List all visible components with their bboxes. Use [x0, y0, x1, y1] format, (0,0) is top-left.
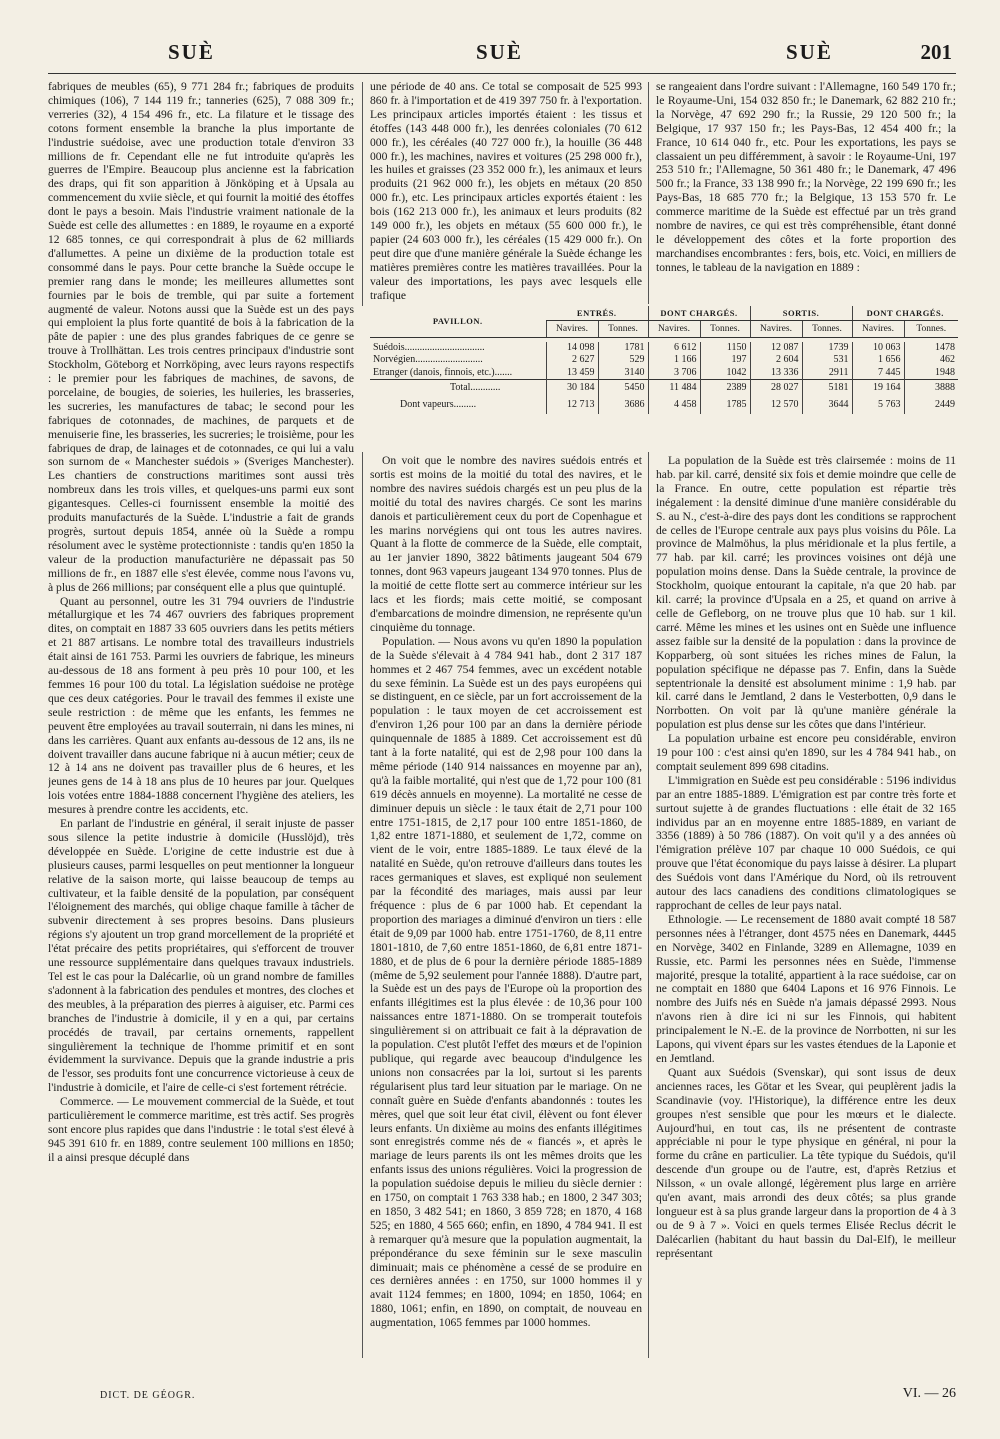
column-rule-1-bottom [362, 452, 363, 1358]
table-cell: 2 604 [750, 354, 802, 367]
table-cell: 13 459 [546, 367, 598, 380]
footer-volume-sheet: VI. — 26 [902, 1386, 956, 1401]
table-group-header: SORTIS. [750, 306, 852, 321]
table-cell: 1478 [904, 342, 958, 355]
footer-signature: DICT. DE GÉOGR. [100, 1390, 196, 1401]
column-1 [48, 80, 354, 1380]
table-group-header: ENTRÉS. [546, 306, 648, 321]
paragraph: La population de la Suède est très clairsemée : moins de 11 hab. par kil. carré, densité six fois et demie moindre que celle de la France. En outre, cette population est répartie très inégalement : la densité diminue d'une manière considérable du S. au N., c'est-à-dire des pays dont les conditions se rapprochent de celles de l'Europe centrale aux pays plus voisins du Pôle. La province de Malmöhus, la plus méridionale et la plus fertile, a 77 hab. par kil. carré; les provinces voisines ont déjà une population moins dense. Dans la Suède centrale, la province de Stockholm, quoique entourant la capitale, n'a que 20 hab. par kil. carré; la province d'Upsala en a 25, et quand on arrive à celle de Gefleborg, on ne trouve plus que 10 hab. sur 1 kil. carré. Même les mines et les usines ont en Suède une influence assez faible sur la densité de la population : dans la province de Kopparberg, où sont situées les riches mines de Falun, la population spécifique ne dépasse pas 7. Enfin, dans la Suède septentrionale la densité est absolument minime : 1,9 hab. par kil. carré dans le Jemtland, 2 dans le Vesterbotten, 0,9 dans le Norrbotten. On voit par là qu'une manière générale la population est plus dense sur les côtes que dans l'intérieur. [656, 454, 956, 732]
paragraph: Quant aux Suédois (Svenskar), qui sont issus de deux anciennes races, les Götar et les Svear, qui peuplèrent jadis la Scandinavie (voy. l'Historique), la différence entre les deux groupes n'est sensible que pour les mœurs et le dialecte. Aujourd'hui, en tout cas, ils ne présentent de contraste appréciable ni pour le type physique en général, ni pour la forme du crâne en particulier. La tête typique du Suédois, qu'il descende d'un groupe ou de l'autre, est, d'après Retzius et Nilsson, « un ovale allongé, légèrement plus large en arrière qu'en avant, mais arrondi des deux côtés; sa plus grande longueur est à sa plus grande largeur dans la proportion de 4 à 3 ou de 9 à 7 ». Voici en quels termes Elisée Reclus décrit le Dalécarlien (habitant du haut bassin du Dal-Elf), le meilleur représentant [656, 1065, 956, 1260]
table-cell: 5 763 [852, 397, 904, 414]
page-header [0, 40, 1000, 70]
table-cell: 10 063 [852, 342, 904, 355]
table-cell: 529 [598, 354, 648, 367]
table-cell: 2911 [802, 367, 852, 380]
table-cell: 13 336 [750, 367, 802, 380]
paragraph: La population urbaine est encore peu considérable, environ 19 pour 100 : c'est ainsi qu'en 1890, sur les 4 784 941 hab., on comptait seulement 899 698 citadins. [656, 732, 956, 773]
paragraph: Commerce. — Le mouvement commercial de la Suède, et tout particulièrement le commerce maritime, est très actif. Ses progrès sont encore plus rapides que dans l'industrie : le total s'est élevé à 945 391 610 fr. en 1889, contre seulement 100 millions en 1850; il a ainsi presque décuplé dans [48, 1095, 354, 1164]
table-cell: 1739 [802, 342, 852, 355]
table-cell: 5181 [802, 380, 852, 397]
column-rule-2-top [648, 82, 649, 304]
table-row-vapeurs [370, 397, 958, 414]
paragraph: Quant au personnel, outre les 31 794 ouvriers de l'industrie métallurgique et les 74 467 ouvriers des fabriques proprement dites, on comptait en 1887 33 605 ouvriers dans les petits métiers et 21 887 artisans. Le nombre total des travailleurs industriels était ainsi de 161 753. Parmi les ouvriers de fabrique, les mineurs au-dessous de 18 ans forment à peu près 10 pour 100, et les femmes 16 pour 100 du total. La législation suédoise ne protège que ces deux catégories. Pour le travail des femmes il existe une seule restriction : de même que les enfants, les femmes ne peuvent être employées au travail souterrain, ni dans les mines, ni dans les carrières. Quant aux enfants au-dessous de 12 ans, ils ne doivent travailler dans aucune fabrique ni à aucun métier; ceux de 12 à 14 ans ne doivent pas travailler plus de 6 heures, et les jeunes gens de 14 à 18 ans plus de 10 heures par jour. Quelques lois votées entre 1884-1888 concernent l'hygiène des ateliers, les mesures à prendre contre les accidents, etc. [48, 594, 354, 817]
table-cell: 2449 [904, 397, 958, 414]
paragraph: une période de 40 ans. Ce total se composait de 525 993 860 fr. à l'importation et de 419 397 750 fr. à l'exportation. Les principaux articles importés étaient : les tissus et étoffes (143 448 000 fr.), les denrées coloniales (70 612 000 fr.), les céréales (40 727 000 fr.), la houille (36 448 000 fr.), les machines, navires et voitures (25 298 000 fr.), les huiles et graisses (23 352 000 fr.), les animaux et leurs produits (21 962 000 fr.), les objets en métaux (20 850 000 fr.), etc. Les principaux articles exportés étaient : les bois (162 213 000 fr.), les animaux et leurs produits (82 149 000 fr.), les objets en métaux (55 600 000 fr.), le papier (24 603 000 fr.), les céréales (15 429 000 fr.). On peut dire que d'une manière générale la Suède échange les matières premières contre les matières travaillées. Pour la valeur des importations, les pays avec lesquels elle trafique [370, 80, 642, 302]
column-2-bottom [370, 454, 642, 1374]
table-cell: 1781 [598, 342, 648, 355]
table-cell: 7 445 [852, 367, 904, 380]
table-group-header: DONT CHARGÉS. [852, 306, 958, 321]
table-cell: 5450 [598, 380, 648, 397]
table-cell: 11 484 [648, 380, 700, 397]
table-cell: 3140 [598, 367, 648, 380]
page-number: 201 [920, 40, 952, 64]
column-rule-1-top [362, 82, 363, 306]
table-cell: 462 [904, 354, 958, 367]
paragraph: fabriques de meubles (65), 9 771 284 fr.; fabriques de produits chimiques (106), 7 144 119 fr.; tanneries (625), 7 088 309 fr.; verreries (32), 4 154 496 fr., etc. La filature et le tissage des cotons forment ensemble la branche la plus importante de l'industrie suédoise, avec une production totale d'environ 33 millions de fr. Cependant elle ne fut introduite qu'après les guerres de l'Empire. Beaucoup plus ancienne est la fabrication des draps, qui fit son apparition à Jönköping et à Upsala au commencement du xviie siècle, et qui fournit la moitié des étoffes dont le pays a besoin. Mais l'industrie vraiment nationale de la Suède est celle des allumettes : en 1889, le royaume en a exporté 12 685 tonnes, ce qui correspondrait à plus de 62 milliards d'allumettes. A peine un dixième de la production totale est consommé dans le pays. Pour cette branche la Suède occupe le premier rang dans le monde; les meilleures allumettes sont fournies par le bois de tremble, qui par suite a fortement augmenté de valeur. Notons aussi que la Suède est un des pays qui emploient la plus forte quantité de bois à la fabrication de la pâte de papier : une des plus grandes fabriques de ce genre se trouve à Trollhättan. Les trois centres principaux d'industrie sont Stockholm, Göteborg et Norrköping, avec leurs rayons respectifs : le premier pour les fabriques de machines, de savons, de porcelaine, de bougies, de soieries, les huileries, les brasseries, les sucreries, les manufactures de tabac; le second pour les fabriques de cotonnades, de machines, de parquets et de menuiserie fine, les brasseries, les sucreries; le troisième, pour les fabriques de drap, de lainages et de cotonnades, ce qui lui a valu son surnom de « Manchester suédois » (Sveriges Manchester). Les chantiers de constructions maritimes sont aussi très nombreux dans les trois villes, et quelques-uns parmi eux sont gigantesques. Celles-ci fournissent ensemble la moitié des produits manufacturés de la Suède. L'industrie a fait de grands progrès, surtout depuis 1854, année où la Suède a rompu résolument avec le système protectionniste : tandis qu'en 1850 la valeur de la production manufacturière ne dépassait pas 50 millions de fr., en 1887 elle s'est élevée, comme nous l'avons vu, à plus de 266 millions; par conséquent elle a plus que quintuplé. [48, 80, 354, 594]
table-column-header: Tonnes. [700, 321, 750, 338]
leader-dots: ......... [453, 398, 477, 410]
paragraph: L'immigration en Suède est peu considérable : 5196 individus par an entre 1885-1889. L'émigration est par contre très forte et surtout sujette à de grandes fluctuations : elle était de 32 165 individus par an en moyenne entre 1885-1889, en variant de 3356 (1889) à 50 786 (1887). On voit qu'il y a des années où l'émigration prélève 107 par chaque 10 000 Suédois, ce qui prouve que l'état économique du pays laisse à désirer. La plupart des Suédois vont dans l'Amérique du Nord, où ils retrouvent autour des lacs canadiens des conditions climatologiques se rapprochant de celles de leur pays natal. [656, 773, 956, 912]
paragraph: Population. — Nous avons vu qu'en 1890 la population de la Suède s'élevait à 4 784 941 hab., dont 2 317 187 hommes et 2 467 754 femmes, avec un excédent notable du sexe féminin. La Suède est un des pays européens qui se distinguent, en ce siècle, par un fort accroissement de la population : le taux moyen de cet accroissement est d'environ 1,26 pour 100 par an dans la dernière période quinquennale de 1885 à 1889. Cet accroissement est dû tant à la forte natalité, qui est de 2,98 pour 100 dans la même période (140 914 naissances en moyenne par an), qu'à la faible mortalité, qui n'est que de 1,72 pour 100 (81 619 décès annuels en moyenne). La mortalité ne cesse de diminuer depuis un siècle : le taux était de 2,71 pour 100 entre 1751-1815, de 2,17 pour 100 entre 1851-1860, de 1,82 entre 1871-1880, et seulement de 1,72, comme on vient de le voir, entre 1885-1889. Le taux élevé de la natalité en Suède, qu'on retrouve d'ailleurs dans toutes les races germaniques et slaves, est expliqué non seulement par la fécondité des mariages, mais aussi par leur fréquence : plus de 6 par 1000 hab. Et cependant la proportion des mariages a diminué d'environ un tiers : elle était de 9,09 par 1000 hab. entre 1751-1760, de 8,11 entre 1801-1810, de 7,60 entre 1851-1860, de 6,81 entre 1871-1880, et de plus de 6 pour la dernière période 1885-1889 (même de 5,92 seulement pour l'année 1888). D'autre part, la Suède est un des pays de l'Europe où la proportion des enfants illégitimes est la plus élevée : de 10,36 pour 100 naissances entre 1871-1880. On se tromperait toutefois singulièrement si on attribuait ce fait à la dépravation de la population. C'est plutôt l'effet des mœurs et de l'opinion publique, qui regarde avec beaucoup d'indulgence les unions non consacrées par la loi, surtout si les parents régularisent plus tard leur situation par le mariage. On ne connaît guère en Suède d'enfants abandonnés : toutes les mères, quel que soit leur état civil, élèvent ou font élever leurs enfants. Un dixième au moins des enfants illégitimes sont enregistrés comme nés de « fiancés », et après le mariage de leurs parents ils ont les mêmes droits que les enfants issus des unions régulières. Voici la progression de la population suédoise depuis le milieu du siècle dernier : en 1750, on comptait 1 763 338 hab.; en 1800, 2 347 303; en 1850, 3 482 541; en 1860, 3 859 728; en 1870, 4 168 525; en 1880, 4 565 660; enfin, en 1890, 4 784 941. Il est à remarquer qu'à mesure que la population augmentait, la prépondérance du sexe féminin sur le sexe masculin diminuait; mais ce phénomène a cessé de se produire en ces dernières années : en 1750, sur 1000 hommes il y avait 1124 femmes; en 1800, 1094; en 1850, 1064; en 1880, 1061; enfin, en 1890, on comptait, de nouveau en augmentation, 1065 femmes par 1000 hommes. [370, 634, 642, 1330]
row-label: Dont vapeurs [400, 398, 454, 410]
table-column-header: Tonnes. [598, 321, 648, 338]
table-cell: 1785 [700, 397, 750, 414]
table-cell: 1 656 [852, 354, 904, 367]
row-label: Norvégien [373, 354, 416, 365]
table-cell: 6 612 [648, 342, 700, 355]
table-cell: 1150 [700, 342, 750, 355]
table-cell: 1042 [700, 367, 750, 380]
row-label: Etranger (danois, finnois, etc.) [373, 366, 495, 378]
table-cell: 197 [700, 354, 750, 367]
row-label: Suédois [373, 341, 405, 353]
table-column-header: Navires. [852, 321, 904, 338]
running-head-center: SUÈ [476, 40, 523, 64]
column-3-bottom [656, 454, 956, 1374]
leader-dots: ........................... [415, 354, 483, 365]
leader-dots: ....... [494, 366, 513, 378]
table-cell: 3 706 [648, 367, 700, 380]
leader-dots: ................................ [404, 341, 485, 353]
table-cell: 12 713 [546, 397, 598, 414]
table-cell: 1 166 [648, 354, 700, 367]
table-cell: 30 184 [546, 380, 598, 397]
table-cell: 12 087 [750, 342, 802, 355]
table-cell: 28 027 [750, 380, 802, 397]
row-label: Total [450, 382, 471, 393]
paragraph: En parlant de l'industrie en général, il serait injuste de passer sous silence la petite industrie à domicile (Husslöjd), très développée en Suède. L'origine de cette industrie est due à plusieurs causes, parmi lesquelles on peut mentionner la longueur relative de la saison morte, qui laisse beaucoup de temps au cultivateur, et la faible densité de la population, par conséquent l'éloignement des marchés, qui oblige chaque famille à tâcher de subvenir directement à ses propres besoins. Dans plusieurs régions s'y ajoutent un trop grand morcellement de la propriété et l'état précaire des petits propriétaires, qui s'efforcent de trouver une ressource supplémentaire dans quelques travaux industriels. Tel est le cas pour la Dalécarlie, où un grand nombre de familles s'adonnent à la fabrication des pendules et montres, des cloches et des meubles, à la préparation des pierres à aiguiser, etc. Parmi ces branches de l'industrie à domicile, il y en a qui, par certains procédés de travail, par certains ornements, rappellent singulièrement la technique de l'homme primitif et en sont évidemment la survivance. Depuis que la grande industrie a pris de l'essor, ses produits font une concurrence victorieuse à ceux de l'industrie à domicile, et l'aire de celle-ci s'est fortement rétrécie. [48, 817, 354, 1095]
column-rule-2-bottom [648, 452, 649, 1358]
table-group-header: DONT CHARGÉS. [648, 306, 750, 321]
paragraph: se rangeaient dans l'ordre suivant : l'Allemagne, 160 549 170 fr.; le Royaume-Uni, 154 032 850 fr.; le Danemark, 62 882 210 fr.; la Norvège, 47 692 290 fr.; la Russie, 29 120 500 fr.; la Belgique, 17 937 150 fr.; les Pays-Bas, 12 454 400 fr.; la France, 10 614 040 fr., etc. Pour les exportations, les pays se classaient un peu différemment, à savoir : le Royaume-Uni, 197 253 510 fr.; l'Allemagne, 50 361 480 fr.; le Danemark, 47 496 500 fr.; la France, 33 138 990 fr.; la Norvège, 22 199 690 fr.; les Pays-Bas, 18 685 770 fr.; la Belgique, 13 153 570 fr. Le commerce maritime de la Suède est effectué par un très grand nombre de navires, ce qui est très compréhensible, étant donné le développement des côtes et la forte proportion des marchandises encombrantes : fers, bois, etc. Voici, en milliers de tonnes, le tableau de la navigation en 1889 : [656, 80, 956, 274]
table-cell: 2389 [700, 380, 750, 397]
header-rule [48, 73, 956, 74]
column-2-top [370, 80, 642, 304]
table-cell: 531 [802, 354, 852, 367]
running-head-left: SUÈ [168, 40, 215, 64]
table-column-header: Tonnes. [904, 321, 958, 338]
table-column-header: Navires. [750, 321, 802, 338]
table-cell: 3644 [802, 397, 852, 414]
table-row [370, 342, 958, 355]
running-head-right: SUÈ [786, 40, 833, 64]
table-header-pavillon: PAVILLON. [370, 306, 546, 338]
table-column-header: Tonnes. [802, 321, 852, 338]
table-cell: 14 098 [546, 342, 598, 355]
table-column-header: Navires. [648, 321, 700, 338]
paragraph: On voit que le nombre des navires suédois entrés et sortis est moins de la moitié du total des navires, et le nombre des navires suédois chargés est un peu plus de la moitié du total des navires chargés. Ce sont les marins danois et particulièrement ceux du port de Copenhague et les marins norvégiens qui ont tous les autres navires. Quant à la flotte de commerce de la Suède, elle comptait, au 1er janvier 1890, 3822 bâtiments jaugeant 504 679 tonnes, dont 963 vapeurs jaugeant 134 970 tonnes. Plus de la moitié de cette flotte sert au commerce intérieur sur les lacs et les fiords; mais cette moitié, se composant d'embarcations de moindre dimension, ne représente qu'un cinquième du tonnage. [370, 454, 642, 634]
paragraph: Ethnologie. — Le recensement de 1880 avait compté 18 587 personnes nées à l'étranger, dont 4575 nées en Danemark, 4445 en Norvège, 3402 en Finlande, 3289 en Allemagne, 1039 en Russie, etc. Parmi les personnes nées en Suède, l'immense majorité, presque la totalité, appartient à la race suédoise, car on ne comptait en 1880 que 6404 Lapons et 16 976 Finnois. Le nombre des Juifs nés en Suède n'a jamais dépassé 2993. Nous n'avons rien à dire ici ni sur les Finnois, qui habitent principalement le N.-E. de la province de Norrbotten, ni sur les Lapons, qui vivent épars sur les vastes étendues de la Laponie et en Jemtland. [656, 912, 956, 1065]
table-cell: 1948 [904, 367, 958, 380]
table-cell: 12 570 [750, 397, 802, 414]
navigation-table [370, 306, 958, 449]
column-3-top [656, 80, 956, 304]
table-cell: 19 164 [852, 380, 904, 397]
table-cell: 3888 [904, 380, 958, 397]
table-row [370, 354, 958, 367]
leader-dots: ............ [470, 382, 501, 393]
table-cell: 4 458 [648, 397, 700, 414]
table-cell: 3686 [598, 397, 648, 414]
table-row-total [370, 380, 958, 397]
table-column-header: Navires. [546, 321, 598, 338]
table-row [370, 367, 958, 380]
table-cell: 2 627 [546, 354, 598, 367]
